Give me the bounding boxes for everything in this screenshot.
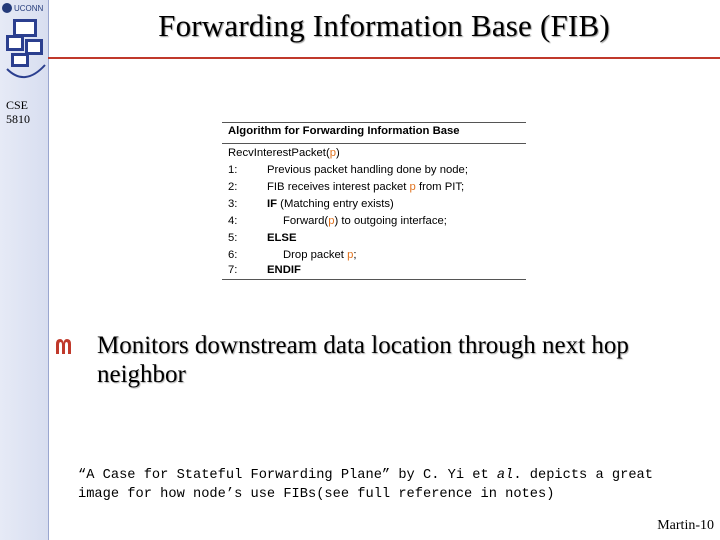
line-text: Forward(: [283, 215, 329, 227]
line-text: Previous packet handling done by node;: [267, 164, 468, 176]
line-number: 1:: [228, 164, 238, 176]
algorithm-line: [228, 215, 447, 227]
line-number: 3:: [228, 198, 238, 210]
line-number: 6:: [228, 249, 238, 261]
title-divider: [48, 57, 720, 59]
citation-part2: . depicts a great image for how node’s use FIBs(see full reference in notes): [78, 468, 653, 502]
line-param: p: [347, 249, 354, 261]
course-dept: CSE: [6, 98, 29, 112]
citation-italic: al: [496, 468, 514, 483]
algorithm-figure: [222, 122, 526, 280]
line-keyword: ELSE: [267, 232, 297, 244]
citation-part1: “A Case for Stateful Forwarding Plane” by C. Yi et: [78, 468, 497, 483]
slide-footer: Martin-10: [657, 518, 714, 533]
algorithm-line: [228, 249, 357, 261]
line-text: from PIT;: [415, 181, 465, 193]
course-label: [6, 98, 30, 126]
algorithm-top-rule: [222, 122, 526, 123]
uconn-logo: [2, 1, 48, 15]
line-number: 7:: [228, 264, 238, 276]
citation-note: [78, 466, 698, 504]
line-text: Drop packet: [283, 249, 348, 261]
line-text: FIB receives interest packet: [267, 181, 410, 193]
signature-close: ): [336, 147, 340, 159]
signature-param: p: [329, 147, 337, 159]
line-keyword: IF: [267, 198, 278, 210]
algorithm-bottom-rule: [222, 279, 526, 280]
algorithm-mid-rule: [222, 143, 526, 144]
line-number: 4:: [228, 215, 238, 227]
left-sidebar: [0, 0, 49, 540]
line-text: (Matching entry exists): [277, 198, 394, 210]
line-text: ) to outgoing interface;: [334, 215, 447, 227]
bullet-text: Monitors downstream data location through next hop neighbor: [97, 332, 629, 388]
network-logo-icon: [3, 17, 47, 87]
algorithm-signature: [228, 147, 340, 159]
line-param: p: [409, 181, 416, 193]
line-param: p: [328, 215, 335, 227]
org-name: UCONN: [14, 3, 44, 13]
algorithm-line: [228, 164, 468, 176]
algorithm-line: [228, 264, 301, 276]
algorithm-line: [228, 232, 297, 244]
algorithm-heading: Algorithm for Forwarding Information Base: [228, 125, 460, 137]
line-number: 5:: [228, 232, 238, 244]
line-number: 2:: [228, 181, 238, 193]
bullet-icon: [55, 338, 72, 355]
course-number: 5810: [6, 112, 30, 126]
algorithm-line: [228, 198, 394, 210]
line-keyword: ENDIF: [267, 264, 301, 276]
signature-name: RecvInterestPacket(: [228, 147, 330, 159]
algorithm-line: [228, 181, 464, 193]
seal-icon: [2, 3, 12, 13]
line-text: ;: [353, 249, 357, 261]
slide-title: Forwarding Information Base (FIB): [158, 8, 610, 43]
